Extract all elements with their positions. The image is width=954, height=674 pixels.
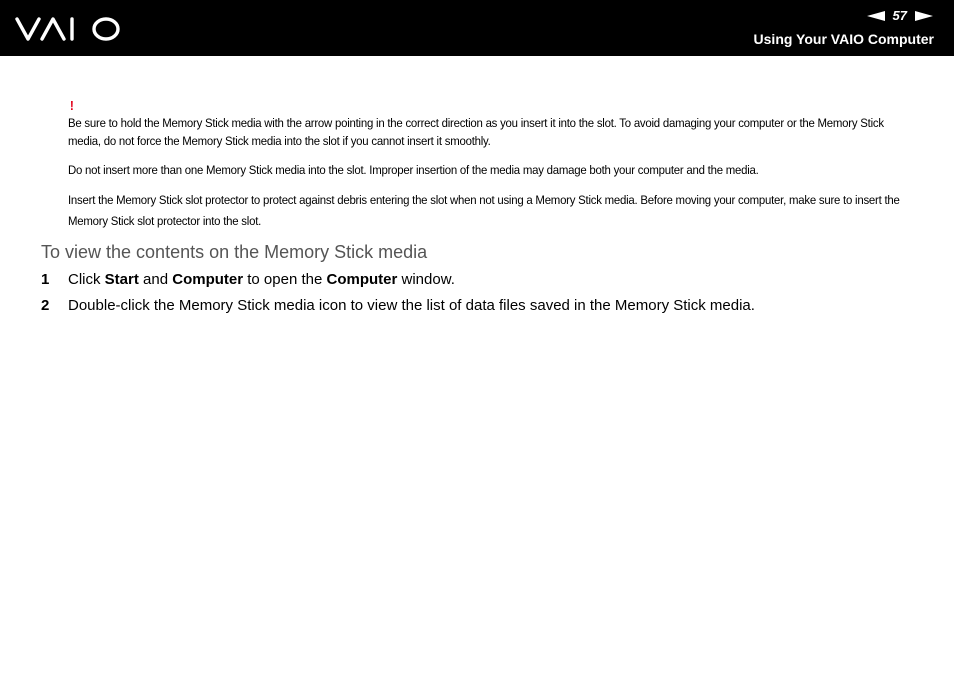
page-navigation [867, 8, 933, 23]
notes-block [68, 100, 914, 232]
page-header [0, 0, 954, 56]
note-item: Be sure to hold the Memory Stick media with the arrow pointing in the correct direction as you insert it into the slot. To avoid damaging your computer or the Memory Stick media, do not force the Memory Stick media into the slot if you cannot insert it smoothly. [68, 116, 884, 148]
step-number: 2 [41, 297, 50, 314]
procedure-heading: To view the contents on the Memory Stick media [41, 242, 428, 262]
step-text: Double-click the Memory Stick media icon to view the list of data files saved in the Memory Stick media. [68, 297, 755, 314]
previous-page-arrow-icon[interactable] [867, 11, 885, 21]
note-item: Insert the Memory Stick slot protector to protect against debris entering the slot when not using a Memory Stick media. Before moving your computer, make sure to insert the Memory Stick slot protector into the slot. [68, 193, 900, 228]
page-number: 57 [892, 8, 907, 23]
note-item: Do not insert more than one Memory Stick media into the slot. Improper insertion of the media may damage both your computer and the media. [68, 163, 759, 177]
section-title: Using Your VAIO Computer [753, 31, 934, 47]
step-text: Click Start and Computer to open the Computer window. [68, 271, 455, 288]
vaio-logo [15, 16, 121, 47]
exclamation-icon: ! [69, 98, 74, 113]
next-page-arrow-icon[interactable] [915, 11, 933, 21]
step-number: 1 [41, 271, 50, 288]
